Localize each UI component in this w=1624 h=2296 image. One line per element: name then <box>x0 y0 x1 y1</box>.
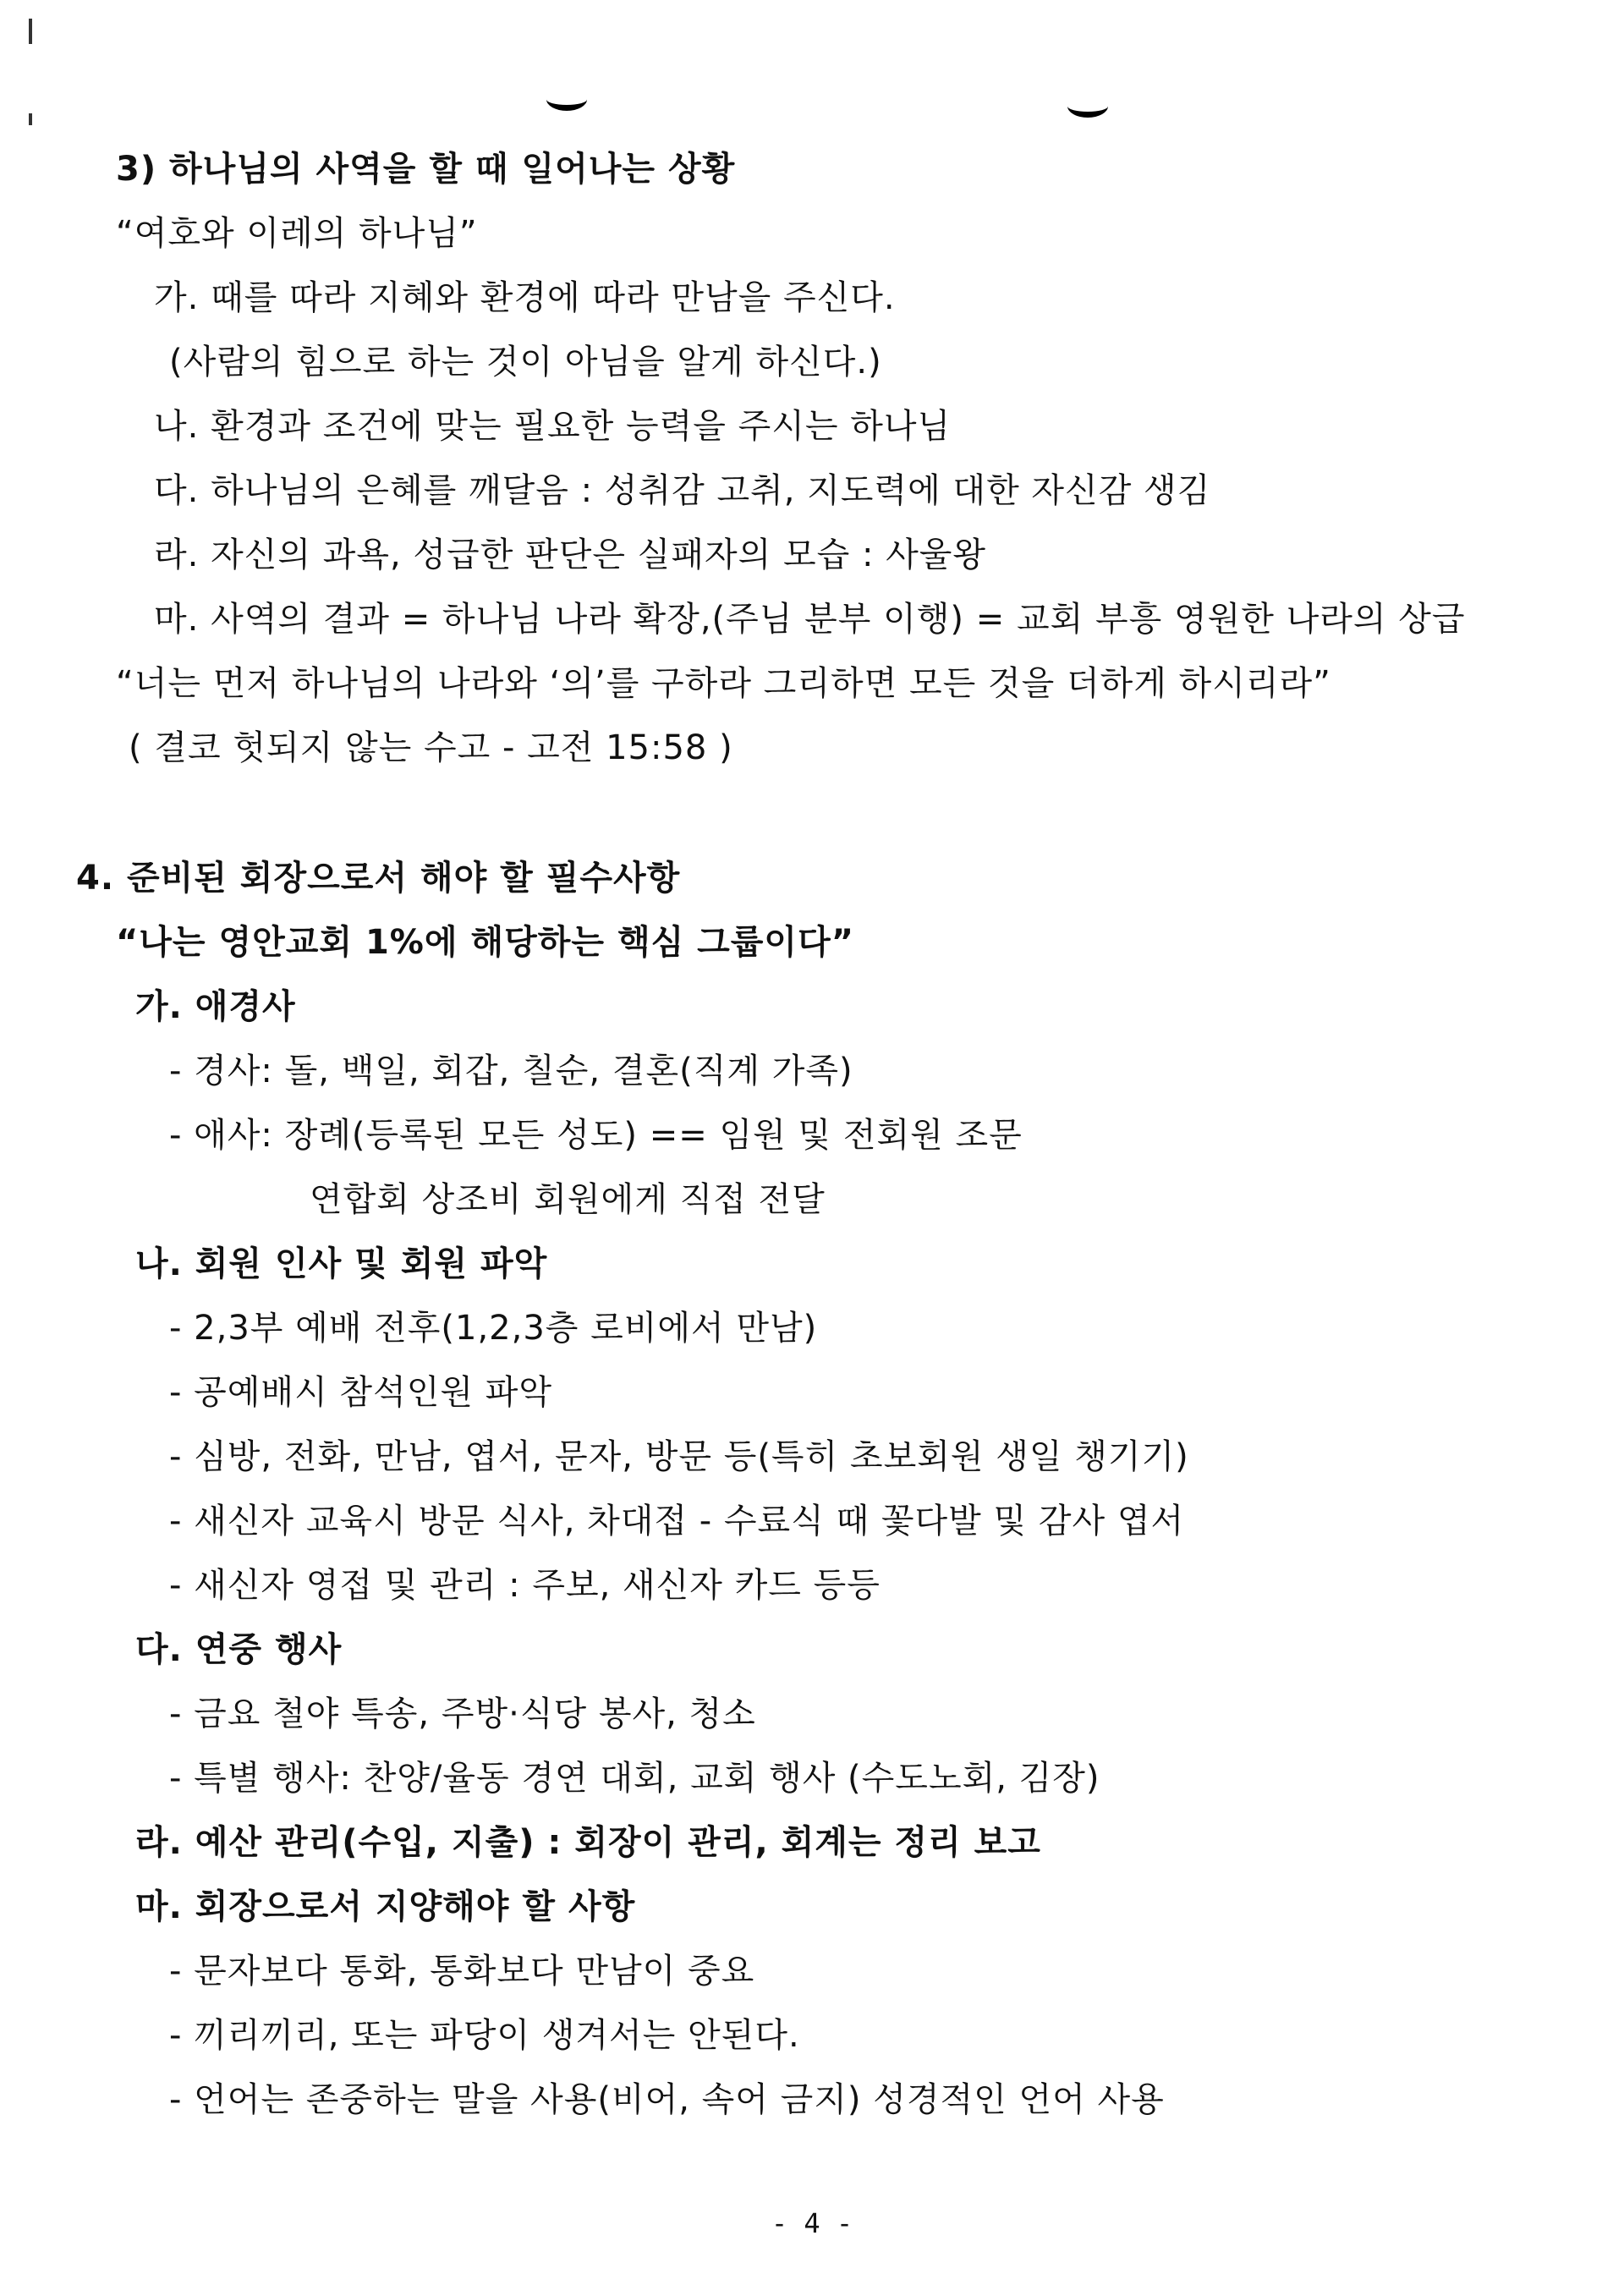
section4-ma-item: - 언어는 존중하는 말을 사용(비어, 속어 금지) 성경적인 언어 사용 <box>169 2080 1165 2119</box>
section4-ma-title: 마. 회장으로서 지양해야 할 사항 <box>135 1887 636 1926</box>
section4-ga-item: - 애사: 장례(등록된 모든 성도) == 임원 및 전회원 조문 <box>169 1116 1023 1155</box>
section4-ma-item: - 문자보다 통화, 통화보다 만남이 중요 <box>169 1952 755 1991</box>
section4-ga-item: - 경사: 돌, 백일, 회갑, 칠순, 결혼(직계 가족) <box>169 1052 853 1090</box>
section3-quote: “여호와 이레의 하나님” <box>116 214 478 253</box>
hole-punch-mark-left <box>546 88 587 111</box>
section4-na-item: - 2,3부 예배 전후(1,2,3층 로비에서 만남) <box>169 1309 818 1348</box>
section4-na-item: - 새신자 영접 및 관리 : 주보, 새신자 카드 등등 <box>169 1566 881 1605</box>
section4-da-item: - 특별 행사: 찬양/율동 경연 대회, 교회 행사 (수도노회, 김장) <box>169 1759 1100 1798</box>
section3-item-da: 다. 하나님의 은혜를 깨달음 : 성취감 고취, 지도력에 대한 자신감 생김 <box>154 471 1211 510</box>
section4-heading: 4. 준비된 회장으로서 해야 할 필수사항 <box>76 859 681 898</box>
section4-da-item: - 금요 철야 특송, 주방·식당 봉사, 청소 <box>169 1695 756 1733</box>
section3-item-na: 나. 환경과 조건에 맞는 필요한 능력을 주시는 하나님 <box>154 407 952 446</box>
hole-punch-mark-right <box>1067 95 1108 118</box>
section4-na-item: - 공예배시 참석인원 파악 <box>169 1373 552 1412</box>
section3-heading: 3) 하나님의 사역을 할 때 일어나는 상황 <box>116 150 736 189</box>
scan-mark-top-left <box>29 19 32 44</box>
section4-da-title: 다. 연중 행사 <box>135 1630 343 1669</box>
section4-ra-title: 라. 예산 관리(수입, 지출) : 회장이 관리, 회계는 정리 보고 <box>135 1823 1041 1862</box>
section4-motto: “나는 영안교회 1%에 해당하는 핵심 그룹이다” <box>116 923 854 962</box>
page-number: - 4 - <box>771 2207 853 2239</box>
section4-ga-title: 가. 애경사 <box>135 987 296 1026</box>
section3-item-ma: 마. 사역의 결과 = 하나님 나라 확장,(주님 분부 이행) = 교회 부흥 영원한 나라의 상급 <box>154 600 1466 639</box>
section4-na-title: 나. 회원 인사 및 회원 파악 <box>135 1244 548 1283</box>
section3-item-ra: 라. 자신의 과욕, 성급한 판단은 실패자의 모습 : 사울왕 <box>154 536 987 574</box>
section3-reference: ( 결코 헛되지 않는 수고 - 고전 15:58 ) <box>129 728 733 767</box>
section3-verse: “너는 먼저 하나님의 나라와 ‘의’를 구하라 그리하면 모든 것을 더하게 하시리라” <box>116 664 1331 703</box>
section4-na-item: - 새신자 교육시 방문 식사, 차대접 - 수료식 때 꽃다발 및 감사 엽서 <box>169 1502 1185 1541</box>
section3-item-ga-note: (사람의 힘으로 하는 것이 아님을 알게 하신다.) <box>169 343 882 382</box>
section4-ga-item: 연합회 상조비 회원에게 직접 전달 <box>310 1180 826 1219</box>
scan-mark-left <box>29 113 32 125</box>
section4-na-item: - 심방, 전화, 만남, 엽서, 문자, 방문 등(특히 초보회원 생일 챙기기) <box>169 1437 1189 1476</box>
section4-ma-item: - 끼리끼리, 또는 파당이 생겨서는 안된다. <box>169 2016 800 2055</box>
section3-item-ga: 가. 때를 따라 지혜와 환경에 따라 만남을 주신다. <box>154 278 896 317</box>
